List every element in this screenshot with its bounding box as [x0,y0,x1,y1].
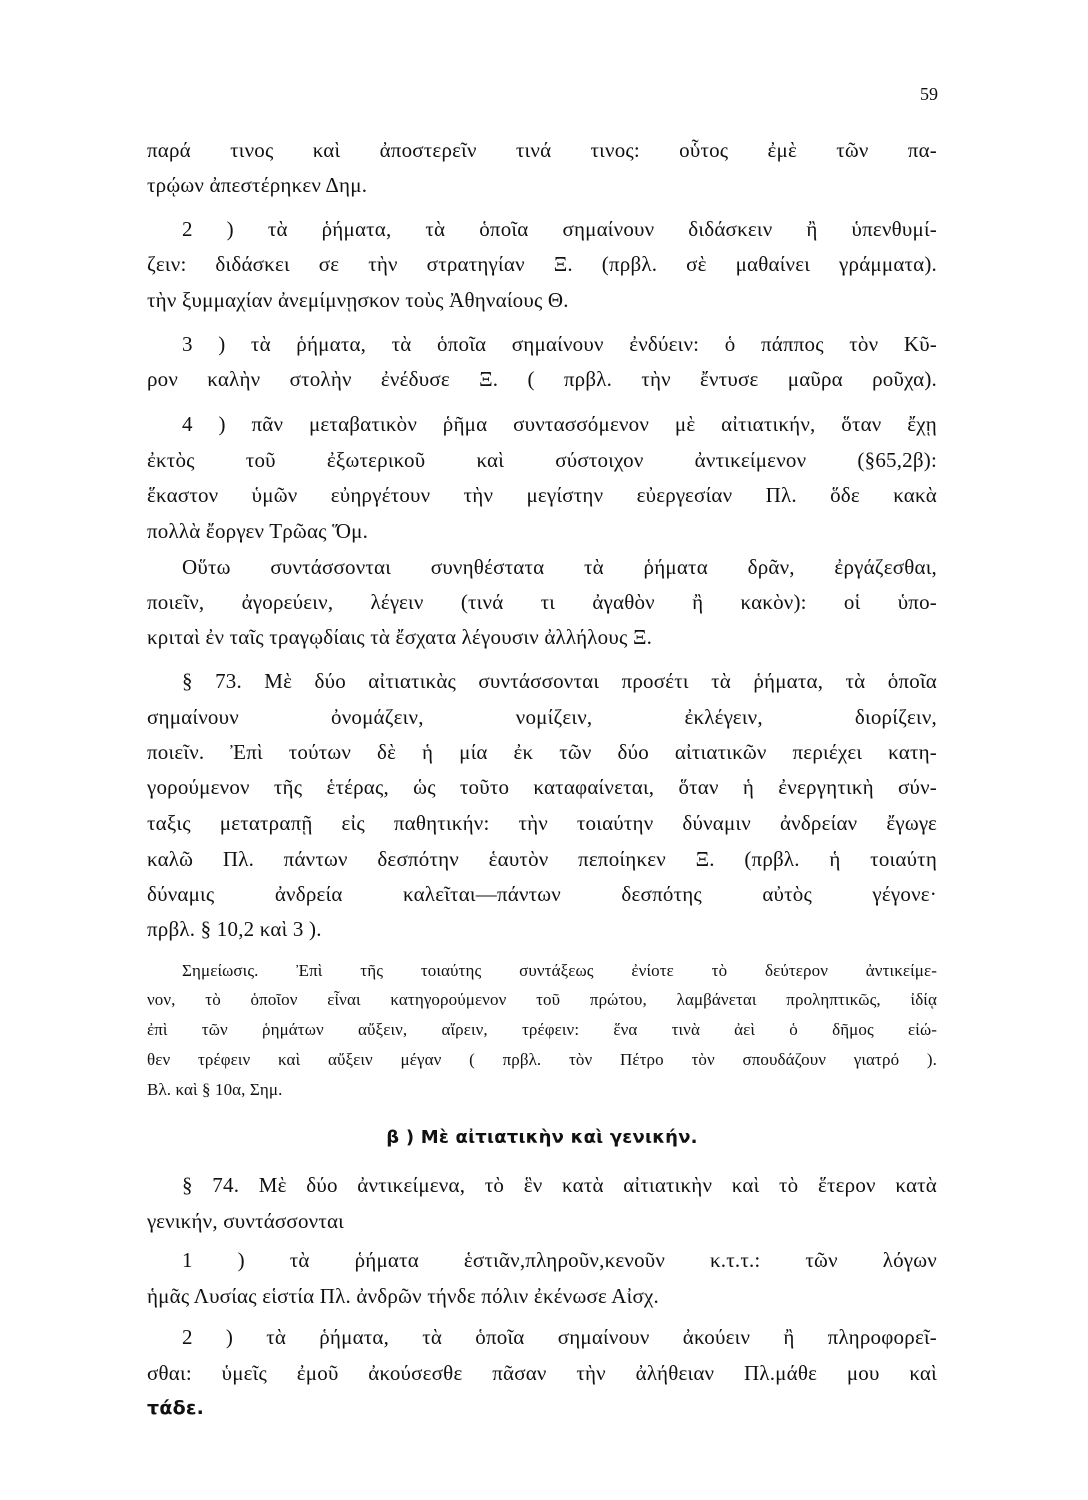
text-line-35: τάδε. [147,1397,205,1419]
text-line-14: κριταὶ ἐν ταῖς τραγῳδίαις τὰ ἔσχατα λέγουσιν ἀλλήλους Ξ. [147,625,653,649]
text-line-31: 1 ) τὰ ῥήματα ἑστιᾶν,πληροῦν,κενοῦν κ.τ.τ.: τῶν λόγων [182,1248,937,1272]
text-line-9: ἐκτὸς τοῦ ἐξωτερικοῦ καὶ σύστοιχον ἀντικείμενον (§65,2β): [147,448,937,472]
text-line-32: ἡμᾶς Λυσίας εἱστία Πλ. ἀνδρῶν τήνδε πόλιν ἐκένωσε Αἰσχ. [147,1284,660,1308]
text-line-8: 4 ) πᾶν μεταβατικὸν ῥῆμα συντασσόμενον μὲ αἰτιατικήν, ὅταν ἔχῃ [182,412,937,436]
text-line-3: 2 ) τὰ ῥήματα, τὰ ὁποῖα σημαίνουν διδάσκειν ἢ ὑπενθυμί- [182,217,937,241]
text-line-30: γενικήν, συντάσσονται [147,1209,345,1233]
text-line-5: τὴν ξυμμαχίαν ἀνεμίμνῃσκον τοὺς Ἀθηναίους Θ. [147,288,569,312]
text-line-34: σθαι: ὑμεῖς ἐμοῦ ἀκούσεσθε πᾶσαν τὴν ἀλήθειαν Πλ.μάθε μου καὶ [147,1361,937,1385]
note-line-2: νον, τὸ ὁποῖον εἶναι κατηγορούμενον τοῦ πρώτου, λαμβάνεται προληπτικῶς, ἰδίᾳ [147,990,937,1009]
text-line-7: ρον καλὴν στολὴν ἐνέδυσε Ξ. ( πρβλ. τὴν ἔντυσε μαῦρα ροῦχα). [147,367,937,391]
text-line-16: σημαίνουν ὀνομάζειν, νομίζειν, ἐκλέγειν, διορίζειν, [147,705,937,729]
text-line-19: ταξις μετατραπῇ εἰς παθητικήν: τὴν τοιαύτην δύναμιν ἀνδρείαν ἔγωγε [147,811,937,835]
text-line-13: ποιεῖν, ἀγορεύειν, λέγειν (τινά τι ἀγαθὸν ἢ κακὸν): οἱ ὑπο- [147,590,937,614]
text-line-20: καλῶ Πλ. πάντων δεσπότην ἑαυτὸν πεποίηκεν Ξ. (πρβλ. ἡ τοιαύτη [147,847,937,871]
text-line-1: παρά τινος καὶ ἀποστερεῖν τινά τινος: οὗτος ἐμὲ τῶν πα- [147,138,937,162]
text-line-2: τρῴων ἀπεστέρηκεν Δημ. [147,173,368,197]
text-line-11: πολλὰ ἔοργεν Τρῶας Ὅμ. [147,519,369,543]
text-line-18: γορούμενον τῆς ἑτέρας, ὡς τοῦτο καταφαίνεται, ὅταν ἡ ἐνεργητικὴ σύν- [147,775,937,799]
section-73-heading: § 73. Μὲ δύο αἰτιατικὰς συντάσσονται προσέτι τὰ ῥήματα, τὰ ὁποῖα [182,669,937,693]
text-line-33: 2 ) τὰ ῥήματα, τὰ ὁποῖα σημαίνουν ἀκούειν ἢ πληροφορεῖ- [182,1325,937,1349]
note-line-3: ἐπὶ τῶν ῥημάτων αὔξειν, αἴρειν, τρέφειν: ἕνα τινὰ ἀεὶ ὁ δῆμος εἰώ- [147,1020,937,1039]
text-line-17: ποιεῖν. Ἐπὶ τούτων δὲ ἡ μία ἐκ τῶν δύο αἰτιατικῶν περιέχει κατη- [147,740,937,764]
text-line-4: ζειν: διδάσκει σε τὴν στρατηγίαν Ξ. (πρβλ. σὲ μαθαίνει γράμματα). [147,252,937,276]
text-line-22: πρβλ. § 10,2 καὶ 3 ). [147,917,322,941]
note-line-4: θεν τρέφειν καὶ αὔξειν μέγαν ( πρβλ. τὸν Πέτρο τὸν σπουδάζουν γιατρό ). [147,1050,937,1069]
subsection-heading: β ) Μὲ αἰτιατικὴν καὶ γενικήν. [386,1127,698,1148]
text-line-10: ἕκαστον ὑμῶν εὐηργέτουν τὴν μεγίστην εὐεργεσίαν Πλ. ὅδε κακὰ [147,483,937,507]
note-line-1: Σημείωσις. Ἐπὶ τῆς τοιαύτης συντάξεως ἐνίοτε τὸ δεύτερον ἀντικείμε- [182,961,937,980]
section-74-heading: § 74. Μὲ δύο ἀντικείμενα, τὸ ἓν κατὰ αἰτιατικὴν καὶ τὸ ἕτερον κατὰ [182,1173,937,1197]
page-number: 59 [920,84,938,104]
note-line-5: Βλ. καὶ § 10α, Σημ. [147,1080,283,1099]
text-line-12: Οὕτω συντάσσονται συνηθέστατα τὰ ῥήματα δρᾶν, ἐργάζεσθαι, [182,555,937,579]
text-line-21: δύναμις ἀνδρεία καλεῖται—πάντων δεσπότης αὐτὸς γέγονε· [147,882,937,906]
text-line-6: 3 ) τὰ ῥήματα, τὰ ὁποῖα σημαίνουν ἐνδύειν: ὁ πάππος τὸν Κῦ- [182,332,937,356]
